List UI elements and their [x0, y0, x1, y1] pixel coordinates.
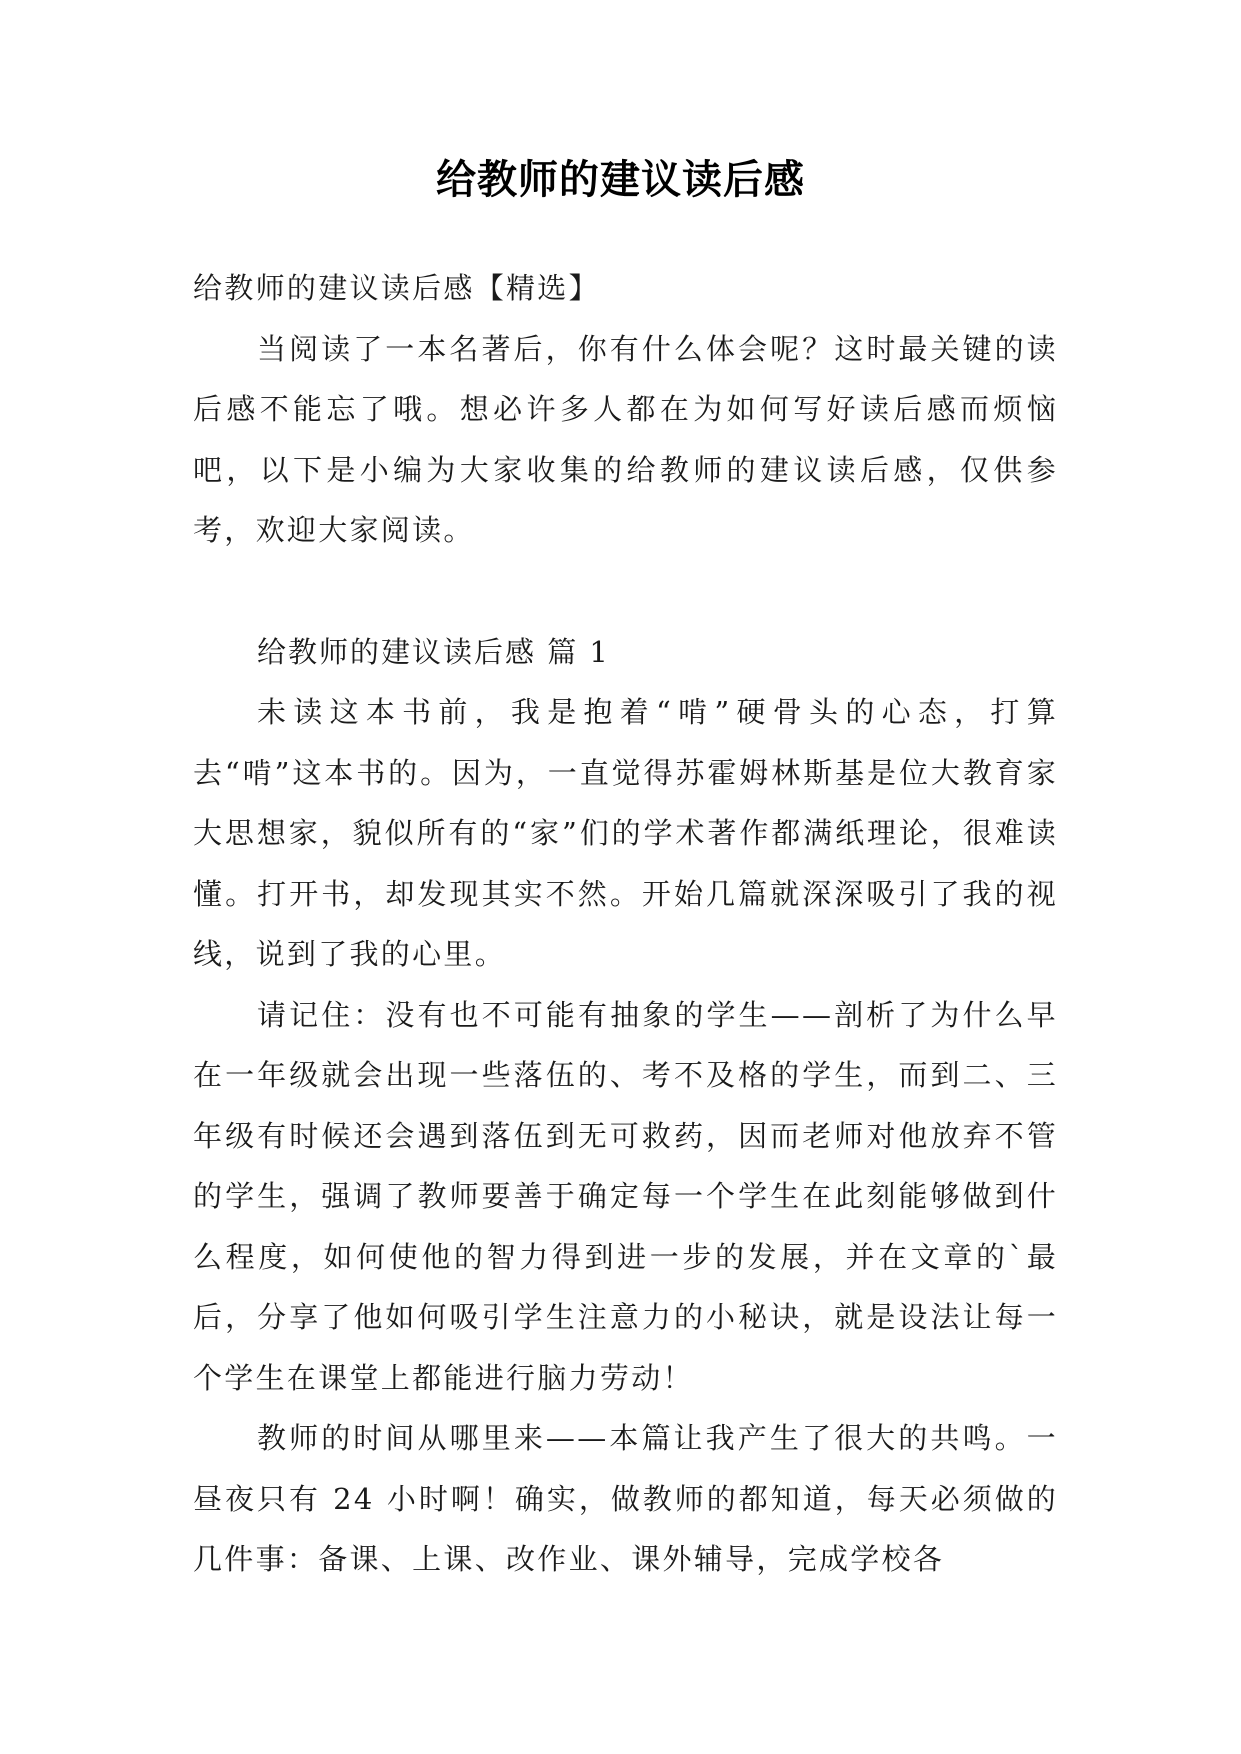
- body-paragraph-1: 未读这本书前，我是抱着“啃”硬骨头的心态，打算去“啃”这本书的。因为，一直觉得苏霍姆林斯基是位大教育家大思想家，貌似所有的“家”们的学术著作都满纸理论，很难读懂。打开书，却发现其实不然。开始几篇就深深吸引了我的视线，说到了我的心里。: [193, 695, 1058, 971]
- body-paragraph-3: 教师的时间从哪里来——本篇让我产生了很大的共鸣。一昼夜只有 24 小时啊！确实，做教师的都知道，每天必须做的几件事：备课、上课、改作业、课外辅导，完成学校各: [193, 1421, 1058, 1576]
- body-paragraph-2: 请记住：没有也不可能有抽象的学生——剖析了为什么早在一年级就会出现一些落伍的、考不及格的学生，而到二、三年级有时候还会遇到落伍到无可救药，因而老师对他放弃不管的学生，强调了教师要善于确定每一个学生在此刻能够做到什么程度，如何使他的智力得到进一步的发展，并在文章的`最后，分享了他如何吸引学生注意力的小秘诀，就是设法让每一个学生在课堂上都能进行脑力劳动！: [193, 997, 1058, 1395]
- section-heading: 给教师的建议读后感 篇 1: [257, 634, 610, 669]
- document-title: 给教师的建议读后感: [436, 156, 805, 203]
- intro-paragraph: 当阅读了一本名著后，你有什么体会呢？这时最关键的读后感不能忘了哦。想必许多人都在为如何写好读后感而烦恼吧，以下是小编为大家收集的给教师的建议读后感，仅供参考，欢迎大家阅读。: [193, 331, 1058, 547]
- document-body: [193, 258, 1058, 1590]
- section-spacer: [193, 561, 1058, 622]
- document-subtitle: 给教师的建议读后感【精选】: [193, 271, 600, 305]
